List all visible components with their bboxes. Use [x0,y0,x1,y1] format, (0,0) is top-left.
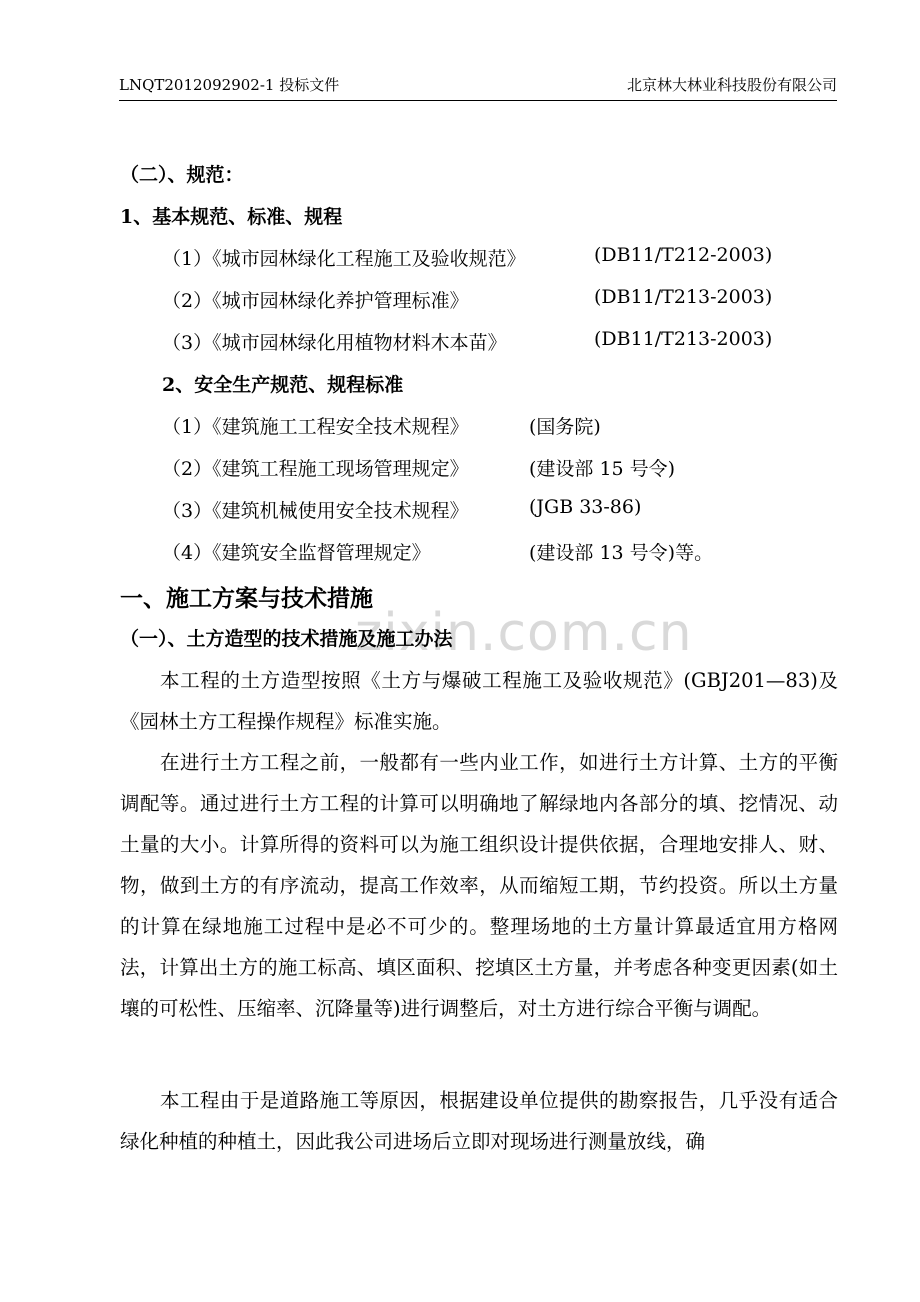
paragraph: 本工程由于是道路施工等原因，根据建设单位提供的勘察报告，几乎没有适合绿化种植的种植土，因此我公司进场后立即对现场进行测量放线，确 [120,1089,838,1153]
chapter-title: 一、施工方案与技术措施 [120,585,373,612]
standard-code: (DB11/T213-2003) [594,286,773,308]
subsection-title: （一）、土方造型的技术措施及施工办法 [120,628,453,650]
paragraph: 本工程的土方造型按照《土方与爆破工程施工及验收规范》(GBJ201—83)及《园林土方工程操作规程》标准实施。 [120,669,838,733]
standard-item [162,328,802,356]
standard-name: （1）《城市园林绿化工程施工及验收规范》 [162,248,526,270]
standard-item [162,286,802,314]
standard-code: (国务院) [529,416,601,438]
document-number: LNQT2012092902-1 投标文件 [119,76,340,94]
watermark: zixin.com.cn [355,603,693,663]
page-header [119,72,837,101]
standard-code: (建设部 13 号令)等。 [529,542,714,564]
standard-code: (JGB 33-86) [529,496,642,518]
safety-standards-title: 2、安全生产规范、规程标准 [162,374,404,396]
standard-item [162,412,802,440]
standard-name: （1）《建筑施工工程安全技术规程》 [162,416,469,438]
standard-name: （3）《建筑机械使用安全技术规程》 [162,500,469,522]
standard-name: （3）《城市园林绿化用植物材料木本苗》 [162,332,507,354]
standard-name: （4）《建筑安全监督管理规定》 [162,542,431,564]
paragraph: 在进行土方工程之前，一般都有一些内业工作，如进行土方计算、土方的平衡调配等。通过进行土方工程的计算可以明确地了解绿地内各部分的填、挖情况、动土量的大小。计算所得的资料可以为施工组织设计提供依据，合理地安排人、财、物，做到土方的有序流动，提高工作效率，从而缩短工期，节约投资。所以土方量的计算在绿地施工过程中是必不可少的。整理场地的土方量计算最适宜用方格网法，计算出土方的施工标高、填区面积、挖填区土方量，并考虑各种变更因素(如土壤的可松性、压缩率、沉降量等)进行调整后，对土方进行综合平衡与调配。 [120,751,838,1020]
spec-title: （二）、规范： [120,164,244,186]
standard-name: （2）《建筑工程施工现场管理规定》 [162,458,469,480]
standard-item [162,244,802,272]
basic-standards-title: 1、基本规范、标准、规程 [120,206,343,228]
standard-code: (建设部 15 号令) [529,458,676,480]
standard-item [162,454,802,482]
standard-item [162,538,802,566]
standard-code: (DB11/T212-2003) [594,244,773,266]
standard-name: （2）《城市园林绿化养护管理标准》 [162,290,469,312]
standard-code: (DB11/T213-2003) [594,328,773,350]
standard-item [162,496,802,524]
company-name: 北京林大林业科技股份有限公司 [626,76,837,94]
